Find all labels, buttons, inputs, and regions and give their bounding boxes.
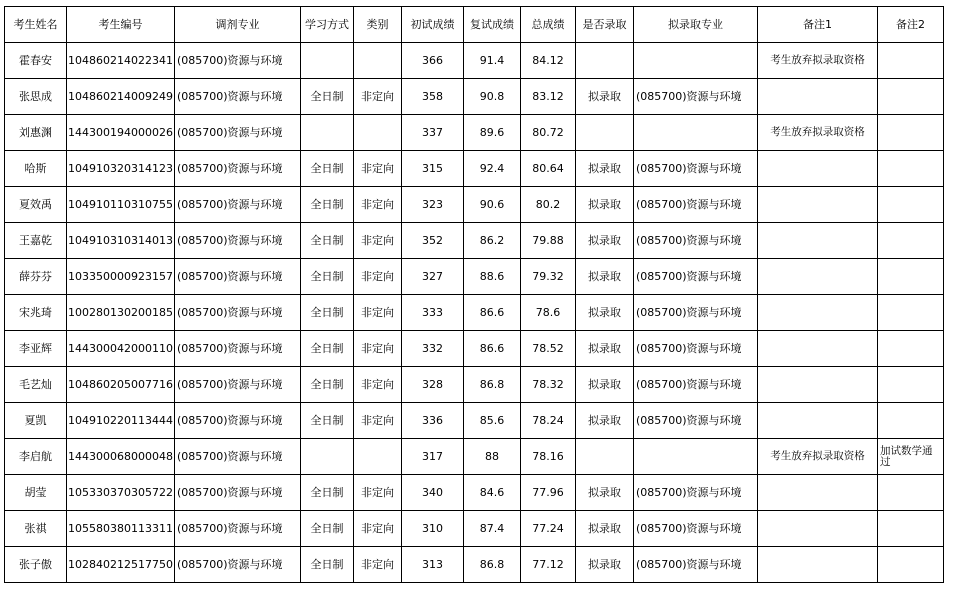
cell-retest-score: 89.6: [463, 115, 520, 151]
cell-name: 胡莹: [5, 475, 67, 511]
cell-admitted-major: (085700)资源与环境: [633, 187, 757, 223]
cell-study-mode: 全日制: [300, 511, 353, 547]
cell-remark1: [757, 511, 877, 547]
cell-prelim-score: 336: [401, 403, 463, 439]
header-admitted: 是否录取: [575, 7, 633, 43]
cell-name: 刘惠渊: [5, 115, 67, 151]
cell-transfer-major: (085700)资源与环境: [174, 547, 300, 583]
cell-retest-score: 86.2: [463, 223, 520, 259]
header-study-mode: 学习方式: [300, 7, 353, 43]
cell-admitted: 拟录取: [575, 223, 633, 259]
cell-transfer-major: (085700)资源与环境: [174, 403, 300, 439]
table-row: [5, 439, 944, 475]
cell-admitted-major: (085700)资源与环境: [633, 259, 757, 295]
cell-retest-score: 90.8: [463, 79, 520, 115]
cell-transfer-major: (085700)资源与环境: [174, 511, 300, 547]
cell-total-score: 78.32: [520, 367, 575, 403]
cell-total-score: 84.12: [520, 43, 575, 79]
cell-exam-id: 104910220113444: [67, 403, 175, 439]
cell-remark1: [757, 475, 877, 511]
cell-category: [353, 115, 401, 151]
cell-category: [353, 43, 401, 79]
cell-admitted: 拟录取: [575, 79, 633, 115]
cell-exam-id: 104860214022341: [67, 43, 175, 79]
cell-exam-id: 144300042000110: [67, 331, 175, 367]
cell-admitted-major: [633, 115, 757, 151]
cell-remark2: [877, 187, 943, 223]
cell-category: 非定向: [353, 547, 401, 583]
table-body: [5, 43, 944, 583]
cell-retest-score: 86.8: [463, 547, 520, 583]
cell-study-mode: 全日制: [300, 403, 353, 439]
cell-admitted: 拟录取: [575, 547, 633, 583]
cell-admitted-major: [633, 439, 757, 475]
cell-exam-id: 104860205007716: [67, 367, 175, 403]
table-row: [5, 295, 944, 331]
cell-prelim-score: 323: [401, 187, 463, 223]
cell-remark2: [877, 259, 943, 295]
cell-admitted: [575, 43, 633, 79]
header-transfer-major: 调剂专业: [174, 7, 300, 43]
cell-admitted: [575, 439, 633, 475]
cell-retest-score: 85.6: [463, 403, 520, 439]
cell-exam-id: 105330370305722: [67, 475, 175, 511]
cell-remark2: [877, 151, 943, 187]
table-row: [5, 187, 944, 223]
cell-admitted-major: (085700)资源与环境: [633, 79, 757, 115]
cell-total-score: 77.24: [520, 511, 575, 547]
cell-exam-id: 102840212517750: [67, 547, 175, 583]
cell-remark1: [757, 547, 877, 583]
cell-remark2: [877, 511, 943, 547]
header-remark2: 备注2: [877, 7, 943, 43]
header-category: 类别: [353, 7, 401, 43]
cell-retest-score: 84.6: [463, 475, 520, 511]
cell-study-mode: 全日制: [300, 475, 353, 511]
header-retest-score: 复试成绩: [463, 7, 520, 43]
cell-admitted: 拟录取: [575, 511, 633, 547]
cell-remark1: [757, 295, 877, 331]
header-admitted-major: 拟录取专业: [633, 7, 757, 43]
cell-study-mode: 全日制: [300, 547, 353, 583]
cell-name: 哈斯: [5, 151, 67, 187]
cell-name: 张子傲: [5, 547, 67, 583]
cell-exam-id: 105580380113311: [67, 511, 175, 547]
cell-exam-id: 144300194000026: [67, 115, 175, 151]
cell-transfer-major: (085700)资源与环境: [174, 331, 300, 367]
cell-admitted-major: (085700)资源与环境: [633, 331, 757, 367]
cell-study-mode: 全日制: [300, 187, 353, 223]
cell-total-score: 83.12: [520, 79, 575, 115]
cell-retest-score: 86.8: [463, 367, 520, 403]
cell-name: 夏效禹: [5, 187, 67, 223]
cell-admitted: 拟录取: [575, 403, 633, 439]
cell-remark2: [877, 367, 943, 403]
cell-name: 薛芬芬: [5, 259, 67, 295]
cell-admitted-major: (085700)资源与环境: [633, 475, 757, 511]
cell-remark2: [877, 43, 943, 79]
cell-remark1: [757, 331, 877, 367]
cell-transfer-major: (085700)资源与环境: [174, 439, 300, 475]
cell-remark1: [757, 367, 877, 403]
cell-remark2: [877, 223, 943, 259]
cell-prelim-score: 340: [401, 475, 463, 511]
cell-transfer-major: (085700)资源与环境: [174, 79, 300, 115]
cell-admitted: 拟录取: [575, 331, 633, 367]
cell-prelim-score: 317: [401, 439, 463, 475]
header-row: [5, 7, 944, 43]
table-row: [5, 511, 944, 547]
cell-remark2: [877, 115, 943, 151]
cell-exam-id: 104910110310755: [67, 187, 175, 223]
header-remark1: 备注1: [757, 7, 877, 43]
cell-remark2: [877, 295, 943, 331]
cell-total-score: 78.52: [520, 331, 575, 367]
cell-admitted-major: [633, 43, 757, 79]
cell-total-score: 80.64: [520, 151, 575, 187]
cell-retest-score: 91.4: [463, 43, 520, 79]
table-row: [5, 475, 944, 511]
cell-category: 非定向: [353, 79, 401, 115]
cell-remark1: [757, 259, 877, 295]
cell-exam-id: 100280130200185: [67, 295, 175, 331]
cell-name: 李启航: [5, 439, 67, 475]
cell-admitted: 拟录取: [575, 151, 633, 187]
cell-remark1: 考生放弃拟录取资格: [757, 43, 877, 79]
cell-remark1: [757, 151, 877, 187]
cell-study-mode: 全日制: [300, 223, 353, 259]
header-total-score: 总成绩: [520, 7, 575, 43]
cell-transfer-major: (085700)资源与环境: [174, 475, 300, 511]
cell-total-score: 78.16: [520, 439, 575, 475]
table-row: [5, 403, 944, 439]
header-prelim-score: 初试成绩: [401, 7, 463, 43]
cell-study-mode: 全日制: [300, 295, 353, 331]
cell-admitted: [575, 115, 633, 151]
cell-name: 王嘉乾: [5, 223, 67, 259]
cell-category: 非定向: [353, 187, 401, 223]
cell-category: 非定向: [353, 403, 401, 439]
cell-total-score: 79.88: [520, 223, 575, 259]
cell-admitted: 拟录取: [575, 475, 633, 511]
cell-study-mode: 全日制: [300, 367, 353, 403]
cell-admitted-major: (085700)资源与环境: [633, 403, 757, 439]
cell-study-mode: 全日制: [300, 331, 353, 367]
table-row: [5, 547, 944, 583]
header-name: 考生姓名: [5, 7, 67, 43]
cell-admitted-major: (085700)资源与环境: [633, 367, 757, 403]
cell-admitted: 拟录取: [575, 295, 633, 331]
cell-exam-id: 104910310314013: [67, 223, 175, 259]
cell-remark1: 考生放弃拟录取资格: [757, 439, 877, 475]
cell-category: 非定向: [353, 367, 401, 403]
cell-name: 毛艺灿: [5, 367, 67, 403]
cell-name: 张祺: [5, 511, 67, 547]
cell-retest-score: 88.6: [463, 259, 520, 295]
cell-prelim-score: 315: [401, 151, 463, 187]
cell-exam-id: 104910320314123: [67, 151, 175, 187]
cell-prelim-score: 328: [401, 367, 463, 403]
cell-prelim-score: 310: [401, 511, 463, 547]
header-exam-id: 考生编号: [67, 7, 175, 43]
cell-total-score: 80.2: [520, 187, 575, 223]
cell-retest-score: 87.4: [463, 511, 520, 547]
cell-remark2: [877, 475, 943, 511]
cell-remark1: [757, 187, 877, 223]
cell-prelim-score: 332: [401, 331, 463, 367]
cell-remark2: [877, 403, 943, 439]
cell-study-mode: [300, 43, 353, 79]
cell-category: 非定向: [353, 223, 401, 259]
cell-remark2: 加试数学通过: [877, 439, 943, 475]
table-row: [5, 115, 944, 151]
cell-category: 非定向: [353, 151, 401, 187]
cell-prelim-score: 313: [401, 547, 463, 583]
cell-category: 非定向: [353, 475, 401, 511]
cell-study-mode: 全日制: [300, 151, 353, 187]
cell-admitted-major: (085700)资源与环境: [633, 223, 757, 259]
cell-remark1: [757, 403, 877, 439]
table-row: [5, 151, 944, 187]
cell-total-score: 77.96: [520, 475, 575, 511]
cell-category: 非定向: [353, 259, 401, 295]
cell-name: 李亚辉: [5, 331, 67, 367]
cell-transfer-major: (085700)资源与环境: [174, 367, 300, 403]
cell-retest-score: 92.4: [463, 151, 520, 187]
cell-transfer-major: (085700)资源与环境: [174, 259, 300, 295]
cell-total-score: 78.6: [520, 295, 575, 331]
table-row: [5, 79, 944, 115]
cell-remark2: [877, 547, 943, 583]
cell-retest-score: 90.6: [463, 187, 520, 223]
cell-remark2: [877, 331, 943, 367]
cell-admitted: 拟录取: [575, 367, 633, 403]
cell-prelim-score: 352: [401, 223, 463, 259]
cell-admitted: 拟录取: [575, 259, 633, 295]
cell-category: 非定向: [353, 511, 401, 547]
cell-admitted-major: (085700)资源与环境: [633, 511, 757, 547]
cell-transfer-major: (085700)资源与环境: [174, 187, 300, 223]
cell-prelim-score: 358: [401, 79, 463, 115]
cell-name: 夏凯: [5, 403, 67, 439]
cell-retest-score: 86.6: [463, 331, 520, 367]
cell-exam-id: 104860214009249: [67, 79, 175, 115]
cell-total-score: 78.24: [520, 403, 575, 439]
cell-study-mode: 全日制: [300, 259, 353, 295]
cell-transfer-major: (085700)资源与环境: [174, 43, 300, 79]
table-row: [5, 43, 944, 79]
table-row: [5, 331, 944, 367]
cell-name: 张思成: [5, 79, 67, 115]
cell-remark1: [757, 79, 877, 115]
cell-total-score: 79.32: [520, 259, 575, 295]
cell-admitted-major: (085700)资源与环境: [633, 295, 757, 331]
cell-prelim-score: 333: [401, 295, 463, 331]
cell-remark1: [757, 223, 877, 259]
cell-total-score: 80.72: [520, 115, 575, 151]
cell-category: 非定向: [353, 295, 401, 331]
cell-admitted-major: (085700)资源与环境: [633, 151, 757, 187]
cell-exam-id: 144300068000048: [67, 439, 175, 475]
cell-prelim-score: 327: [401, 259, 463, 295]
cell-transfer-major: (085700)资源与环境: [174, 115, 300, 151]
cell-name: 霍春安: [5, 43, 67, 79]
cell-study-mode: 全日制: [300, 79, 353, 115]
cell-exam-id: 103350000923157: [67, 259, 175, 295]
cell-study-mode: [300, 115, 353, 151]
cell-name: 宋兆琦: [5, 295, 67, 331]
cell-remark2: [877, 79, 943, 115]
cell-prelim-score: 337: [401, 115, 463, 151]
cell-category: 非定向: [353, 331, 401, 367]
cell-admitted-major: (085700)资源与环境: [633, 547, 757, 583]
cell-transfer-major: (085700)资源与环境: [174, 151, 300, 187]
cell-transfer-major: (085700)资源与环境: [174, 295, 300, 331]
cell-retest-score: 86.6: [463, 295, 520, 331]
table-row: [5, 223, 944, 259]
admission-table: [4, 6, 944, 583]
cell-retest-score: 88: [463, 439, 520, 475]
table-row: [5, 259, 944, 295]
cell-total-score: 77.12: [520, 547, 575, 583]
cell-transfer-major: (085700)资源与环境: [174, 223, 300, 259]
cell-study-mode: [300, 439, 353, 475]
cell-category: [353, 439, 401, 475]
cell-admitted: 拟录取: [575, 187, 633, 223]
table-row: [5, 367, 944, 403]
cell-prelim-score: 366: [401, 43, 463, 79]
cell-remark1: 考生放弃拟录取资格: [757, 115, 877, 151]
